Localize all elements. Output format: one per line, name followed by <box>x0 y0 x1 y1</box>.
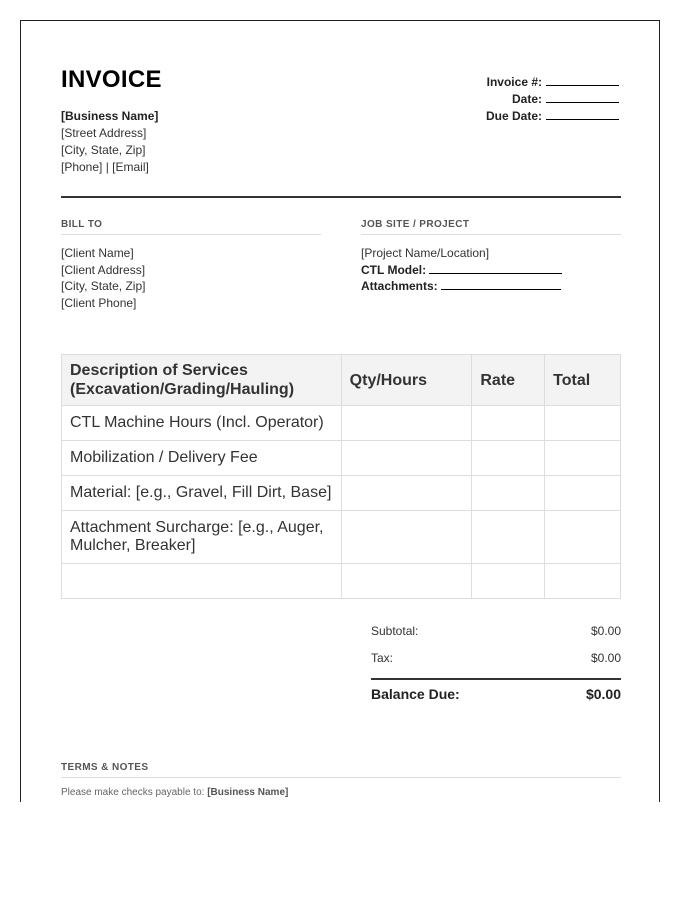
row-qty[interactable] <box>341 476 472 511</box>
date-field[interactable] <box>546 91 619 103</box>
row-description[interactable]: Attachment Surcharge: [e.g., Auger, Mulcher, Breaker] <box>62 511 342 564</box>
totals-block <box>371 624 621 702</box>
attachments-row <box>361 278 562 295</box>
header-total: Total <box>545 355 621 406</box>
row-qty[interactable] <box>341 406 472 441</box>
row-description[interactable]: Mobilization / Delivery Fee <box>62 441 342 476</box>
tax-value: $0.00 <box>590 651 621 665</box>
subtotal-row <box>371 624 621 651</box>
row-total[interactable] <box>545 406 621 441</box>
job-site-info <box>361 245 562 295</box>
row-description[interactable]: CTL Machine Hours (Incl. Operator) <box>62 406 342 441</box>
row-total[interactable] <box>545 441 621 476</box>
table-header-row <box>62 355 621 406</box>
header-qty-hours: Qty/Hours <box>341 355 472 406</box>
row-description[interactable]: Material: [e.g., Gravel, Fill Dirt, Base] <box>62 476 342 511</box>
balance-due-row <box>371 680 621 702</box>
invoice-meta <box>486 74 619 125</box>
row-qty[interactable] <box>341 441 472 476</box>
due-date-label: Due Date: <box>485 109 542 123</box>
bill-to-heading: BILL TO <box>61 219 321 235</box>
terms-payee: [Business Name] <box>207 787 289 798</box>
date-row <box>486 91 619 108</box>
business-street: [Street Address] <box>61 126 147 140</box>
business-name: [Business Name] <box>61 109 159 123</box>
tax-label: Tax: <box>371 651 394 665</box>
date-label: Date: <box>511 92 542 106</box>
business-info <box>61 108 158 176</box>
table-row <box>62 476 621 511</box>
client-name: [Client Name] <box>61 246 134 260</box>
attachments-label: Attachments: <box>361 279 438 293</box>
invoice-title: INVOICE <box>61 66 162 93</box>
tax-row <box>371 651 621 678</box>
invoice-number-label: Invoice #: <box>486 75 542 89</box>
bill-to-info <box>61 245 145 311</box>
business-contact: [Phone] | [Email] <box>61 160 149 174</box>
header-divider <box>61 196 621 198</box>
header-description: Description of Services (Excavation/Grading/Hauling) <box>62 355 342 406</box>
header-rate: Rate <box>472 355 545 406</box>
row-rate[interactable] <box>472 476 545 511</box>
row-qty[interactable] <box>341 511 472 564</box>
terms-heading: TERMS & NOTES <box>61 762 621 778</box>
table-row <box>62 564 621 599</box>
subtotal-label: Subtotal: <box>371 624 419 638</box>
client-address: [Client Address] <box>61 262 146 277</box>
client-city: [City, State, Zip] <box>61 279 146 293</box>
business-city: [City, State, Zip] <box>61 143 146 157</box>
balance-due-label: Balance Due: <box>371 686 460 702</box>
table-row <box>62 511 621 564</box>
invoice-page <box>20 20 660 802</box>
terms-text: Please make checks payable to: <box>61 787 205 798</box>
ctl-model-label: CTL Model: <box>361 262 427 277</box>
invoice-number-field[interactable] <box>546 74 619 86</box>
row-total[interactable] <box>545 564 621 599</box>
subtotal-value: $0.00 <box>590 624 621 638</box>
services-table <box>61 354 621 599</box>
row-description[interactable] <box>62 564 342 599</box>
job-site-heading: JOB SITE / PROJECT <box>361 219 621 235</box>
invoice-number-row <box>486 74 619 91</box>
due-date-row <box>486 108 619 125</box>
row-total[interactable] <box>545 476 621 511</box>
row-qty[interactable] <box>341 564 472 599</box>
due-date-field[interactable] <box>546 108 619 120</box>
ctl-model-field[interactable] <box>429 262 562 274</box>
row-rate[interactable] <box>472 406 545 441</box>
row-rate[interactable] <box>472 564 545 599</box>
row-total[interactable] <box>545 511 621 564</box>
table-row <box>62 441 621 476</box>
attachments-field[interactable] <box>441 278 561 290</box>
terms-notes <box>61 787 288 798</box>
row-rate[interactable] <box>472 441 545 476</box>
row-rate[interactable] <box>472 511 545 564</box>
table-row <box>62 406 621 441</box>
balance-due-value: $0.00 <box>585 686 621 702</box>
client-phone: [Client Phone] <box>61 295 137 310</box>
ctl-model-row <box>361 262 562 279</box>
project-name: [Project Name/Location] <box>361 246 490 260</box>
